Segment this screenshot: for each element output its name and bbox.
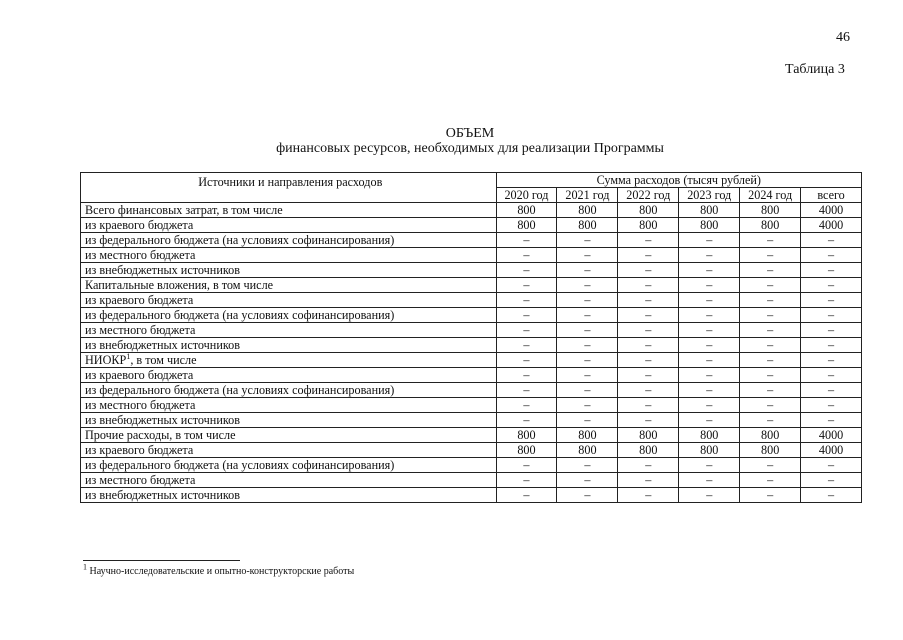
cell-value: – <box>740 308 801 323</box>
row-label <box>81 353 497 368</box>
row-label-text: из федерального бюджета (на условиях софинансирования) <box>85 233 395 247</box>
row-label <box>81 368 497 383</box>
footnote-text: Научно-исследовательские и опытно-конструкторские работы <box>89 566 355 577</box>
row-label-text: Капитальные вложения, в том числе <box>85 278 274 292</box>
cell-total: 4000 <box>801 218 862 233</box>
cell-value: – <box>740 383 801 398</box>
header-year: 2023 год <box>679 188 740 203</box>
cell-value: – <box>740 338 801 353</box>
cell-value: – <box>618 338 679 353</box>
cell-value: – <box>618 413 679 428</box>
cell-value: – <box>618 488 679 503</box>
cell-value: – <box>618 473 679 488</box>
cell-value: – <box>618 233 679 248</box>
cell-value: – <box>740 233 801 248</box>
cell-value: – <box>557 233 618 248</box>
table-row <box>81 323 862 338</box>
header-year: 2022 год <box>618 188 679 203</box>
row-label-text: Всего финансовых затрат, в том числе <box>85 203 283 217</box>
cell-total: – <box>801 383 862 398</box>
row-label <box>81 443 497 458</box>
cell-value: – <box>679 293 740 308</box>
cell-value: – <box>496 308 557 323</box>
cell-value: – <box>557 368 618 383</box>
footnote-ref: 1 <box>126 351 131 361</box>
cell-value: 800 <box>679 218 740 233</box>
cell-value: – <box>679 398 740 413</box>
cell-value: 800 <box>496 203 557 218</box>
row-label <box>81 308 497 323</box>
table-row <box>81 293 862 308</box>
cell-value: – <box>496 458 557 473</box>
cell-value: – <box>557 488 618 503</box>
cell-value: – <box>496 338 557 353</box>
cell-total: – <box>801 233 862 248</box>
cell-value: – <box>740 353 801 368</box>
cell-value: – <box>618 323 679 338</box>
table-body <box>81 203 862 503</box>
cell-value: – <box>557 323 618 338</box>
table-row <box>81 383 862 398</box>
page-number: 46 <box>836 30 850 45</box>
table-row <box>81 488 862 503</box>
cell-total: – <box>801 353 862 368</box>
cell-value: – <box>618 353 679 368</box>
cell-value: – <box>679 488 740 503</box>
title-line-1: ОБЪЕМ <box>445 126 495 141</box>
row-label-text: из внебюджетных источников <box>85 413 241 427</box>
cell-total: – <box>801 263 862 278</box>
cell-value: – <box>557 383 618 398</box>
row-label-suffix: , в том числе <box>130 353 197 367</box>
table-row <box>81 458 862 473</box>
cell-value: – <box>496 323 557 338</box>
cell-value: 800 <box>679 443 740 458</box>
document-title <box>0 126 903 156</box>
table-row <box>81 308 862 323</box>
cell-value: – <box>496 383 557 398</box>
cell-value: – <box>618 383 679 398</box>
cell-value: – <box>740 263 801 278</box>
cell-value: – <box>496 263 557 278</box>
cell-value: – <box>679 248 740 263</box>
cell-value: 800 <box>618 218 679 233</box>
cell-value: – <box>740 398 801 413</box>
cell-value: 800 <box>618 203 679 218</box>
row-label <box>81 203 497 218</box>
row-label-text: НИОКР <box>85 353 127 367</box>
cell-total: – <box>801 278 862 293</box>
row-label <box>81 383 497 398</box>
row-label-text: Прочие расходы, в том числе <box>85 428 236 442</box>
cell-value: – <box>740 473 801 488</box>
cell-value: – <box>557 338 618 353</box>
cell-value: – <box>557 308 618 323</box>
cell-value: – <box>679 458 740 473</box>
table-row <box>81 428 862 443</box>
footnote-divider <box>83 560 240 561</box>
cell-value: – <box>557 413 618 428</box>
cell-value: – <box>679 233 740 248</box>
cell-value: 800 <box>740 203 801 218</box>
table-row <box>81 443 862 458</box>
cell-total: 4000 <box>801 203 862 218</box>
cell-value: 800 <box>496 443 557 458</box>
header-year: 2024 год <box>740 188 801 203</box>
cell-value: – <box>496 353 557 368</box>
cell-value: 800 <box>557 428 618 443</box>
row-label <box>81 248 497 263</box>
row-label <box>81 413 497 428</box>
cell-total: – <box>801 293 862 308</box>
row-label-text: из краевого бюджета <box>85 368 194 382</box>
table-row <box>81 203 862 218</box>
cell-value: – <box>679 278 740 293</box>
row-label-text: из местного бюджета <box>85 473 196 487</box>
cell-value: 800 <box>740 218 801 233</box>
cell-total: – <box>801 488 862 503</box>
cell-total: – <box>801 338 862 353</box>
cell-value: – <box>557 278 618 293</box>
cell-value: – <box>496 248 557 263</box>
cell-value: 800 <box>618 443 679 458</box>
table-row <box>81 398 862 413</box>
cell-value: – <box>740 248 801 263</box>
row-label-text: из внебюджетных источников <box>85 338 241 352</box>
row-label-text: из краевого бюджета <box>85 443 194 457</box>
cell-value: – <box>679 413 740 428</box>
cell-value: – <box>496 233 557 248</box>
row-label <box>81 473 497 488</box>
cell-total: – <box>801 308 862 323</box>
row-label-text: из краевого бюджета <box>85 293 194 307</box>
row-label-text: из местного бюджета <box>85 248 196 262</box>
cell-value: 800 <box>496 428 557 443</box>
row-label <box>81 488 497 503</box>
cell-value: 800 <box>679 203 740 218</box>
cell-total: – <box>801 458 862 473</box>
cell-value: – <box>496 278 557 293</box>
cell-value: – <box>740 458 801 473</box>
cell-value: – <box>618 398 679 413</box>
header-total: всего <box>801 188 862 203</box>
row-label-text: из местного бюджета <box>85 323 196 337</box>
cell-value: – <box>557 458 618 473</box>
footnote-marker: 1 <box>83 562 87 572</box>
cell-value: 800 <box>557 443 618 458</box>
cell-value: – <box>557 473 618 488</box>
table-row <box>81 233 862 248</box>
header-sum: Сумма расходов (тысяч рублей) <box>496 173 861 188</box>
row-label <box>81 338 497 353</box>
table-row <box>81 338 862 353</box>
row-label-text: из федерального бюджета (на условиях софинансирования) <box>85 308 395 322</box>
cell-value: 800 <box>618 428 679 443</box>
cell-total: – <box>801 368 862 383</box>
cell-value: – <box>496 488 557 503</box>
cell-value: – <box>679 353 740 368</box>
cell-value: 800 <box>496 218 557 233</box>
cell-total: 4000 <box>801 428 862 443</box>
row-label <box>81 428 497 443</box>
table-row <box>81 263 862 278</box>
table-row <box>81 413 862 428</box>
cell-value: – <box>618 263 679 278</box>
cell-value: – <box>496 473 557 488</box>
cell-value: – <box>740 488 801 503</box>
row-label-text: из внебюджетных источников <box>85 488 241 502</box>
header-year: 2021 год <box>557 188 618 203</box>
cell-value: – <box>618 458 679 473</box>
cell-value: – <box>557 293 618 308</box>
table-row <box>81 368 862 383</box>
title-line-2: финансовых ресурсов, необходимых для реализации Программы <box>276 141 664 156</box>
footnote <box>83 562 355 577</box>
cell-value: – <box>496 398 557 413</box>
cell-value: – <box>740 293 801 308</box>
row-label <box>81 233 497 248</box>
row-label-text: из местного бюджета <box>85 398 196 412</box>
cell-value: – <box>740 368 801 383</box>
row-label-text: из краевого бюджета <box>85 218 194 232</box>
row-label <box>81 218 497 233</box>
cell-value: 800 <box>557 218 618 233</box>
cell-value: – <box>740 278 801 293</box>
cell-total: – <box>801 473 862 488</box>
cell-total: – <box>801 413 862 428</box>
cell-value: 800 <box>740 428 801 443</box>
cell-value: – <box>557 398 618 413</box>
cell-value: – <box>679 383 740 398</box>
cell-value: 800 <box>557 203 618 218</box>
header-year: 2020 год <box>496 188 557 203</box>
cell-value: – <box>740 413 801 428</box>
cell-value: – <box>618 308 679 323</box>
table-row <box>81 353 862 368</box>
row-label <box>81 263 497 278</box>
cell-value: – <box>557 263 618 278</box>
cell-value: 800 <box>740 443 801 458</box>
table-row <box>81 278 862 293</box>
cell-value: – <box>496 368 557 383</box>
cell-value: – <box>679 263 740 278</box>
cell-total: – <box>801 323 862 338</box>
cell-value: – <box>618 248 679 263</box>
row-label-text: из федерального бюджета (на условиях софинансирования) <box>85 458 395 472</box>
cell-value: – <box>740 323 801 338</box>
table-row <box>81 473 862 488</box>
cell-total: 4000 <box>801 443 862 458</box>
row-label <box>81 278 497 293</box>
cell-value: – <box>679 368 740 383</box>
cell-value: – <box>618 278 679 293</box>
row-label-text: из федерального бюджета (на условиях софинансирования) <box>85 383 395 397</box>
cell-value: – <box>496 293 557 308</box>
row-label <box>81 398 497 413</box>
cell-value: – <box>496 413 557 428</box>
cell-value: – <box>679 323 740 338</box>
cell-value: – <box>557 353 618 368</box>
row-label <box>81 323 497 338</box>
header-sources: Источники и направления расходов <box>81 173 497 203</box>
cell-value: 800 <box>679 428 740 443</box>
cell-value: – <box>618 293 679 308</box>
cell-total: – <box>801 398 862 413</box>
table-row <box>81 218 862 233</box>
cell-value: – <box>679 473 740 488</box>
row-label <box>81 458 497 473</box>
financing-table <box>80 172 862 503</box>
cell-value: – <box>618 368 679 383</box>
row-label-text: из внебюджетных источников <box>85 263 241 277</box>
cell-total: – <box>801 248 862 263</box>
row-label <box>81 293 497 308</box>
table-row <box>81 248 862 263</box>
cell-value: – <box>679 308 740 323</box>
cell-value: – <box>679 338 740 353</box>
table-label: Таблица 3 <box>785 62 845 77</box>
cell-value: – <box>557 248 618 263</box>
